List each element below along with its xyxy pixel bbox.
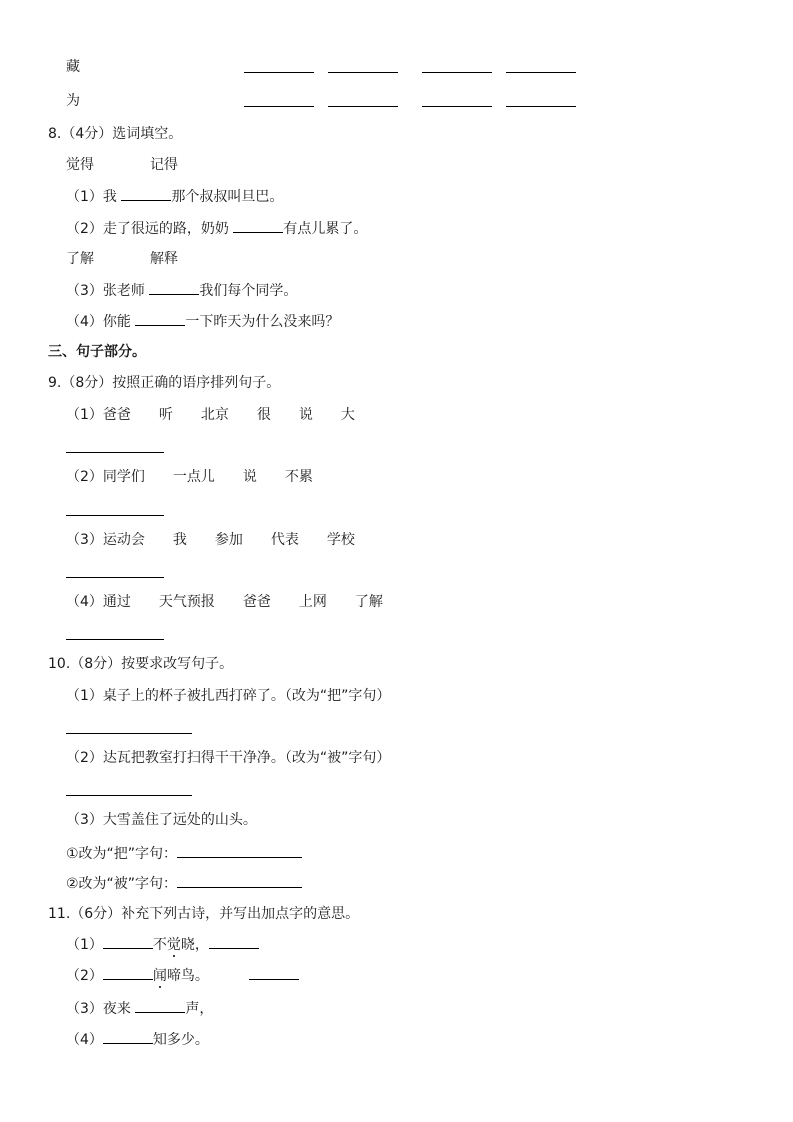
- q9-item-2: （2）同学们 一点儿 说 不累: [66, 469, 313, 485]
- q9-word: 一点儿: [172, 469, 215, 485]
- q9-word: 学校: [326, 532, 355, 548]
- q9-word: 参加: [214, 532, 243, 548]
- q10-ba-blank[interactable]: [177, 843, 302, 858]
- q11-line-1: （1） 不觉晓，: [66, 934, 259, 955]
- q10-sentence-1: （1）桌子上的杯子被扎西打碎了。（改为“把”字句）: [66, 688, 391, 704]
- q9-word: 爸爸: [242, 594, 271, 610]
- q7-blank-wei-4[interactable]: [506, 106, 576, 107]
- q9-word: 了解: [354, 594, 383, 610]
- q11-dotted-char: 闻: [152, 968, 167, 984]
- q11-line-4: （4） 知多少。: [66, 1029, 209, 1050]
- q9-answer-line-3[interactable]: [66, 577, 164, 578]
- section-3-title: 三、句子部分。: [48, 344, 146, 360]
- q9-word: 说: [242, 469, 257, 485]
- q9-answer-line-2[interactable]: [66, 515, 164, 516]
- q9-word: 说: [298, 407, 313, 423]
- q9-word: 同学们: [102, 469, 145, 485]
- q11-line-2: （2） 闻啼鸟。: [66, 965, 299, 986]
- q7-blank-cang-4[interactable]: [506, 72, 576, 73]
- q7-blank-cang-1[interactable]: [244, 72, 314, 73]
- q9-word: 爸爸: [102, 407, 131, 423]
- q9-word: 北京: [200, 407, 229, 423]
- q11-blank-4[interactable]: [103, 1029, 153, 1044]
- q8-word-option: 觉得: [66, 157, 94, 173]
- q9-word: 不累: [284, 469, 313, 485]
- q9-word: 天气预报: [158, 594, 215, 610]
- q11-meaning-blank-2[interactable]: [249, 965, 299, 980]
- q7-blank-wei-2[interactable]: [328, 106, 398, 107]
- q11-blank-1[interactable]: [103, 934, 153, 949]
- q8-blank-3[interactable]: [149, 280, 199, 295]
- q8-sentence-2: （2）走了很远的路，奶奶 有点儿累了。: [66, 218, 367, 239]
- q10-heading: 10.（8分）按要求改写句子。: [48, 656, 234, 672]
- q10-answer-line-2[interactable]: [66, 795, 192, 796]
- q9-heading: 9.（8分）按照正确的语序排列句子。: [48, 375, 281, 391]
- q11-meaning-blank-1[interactable]: [209, 934, 259, 949]
- q9-item-4: （4）通过 天气预报 爸爸 上网 了解: [66, 594, 383, 610]
- q10-sentence-3: （3）大雪盖住了远处的山头。: [66, 812, 257, 828]
- q9-answer-line-4[interactable]: [66, 639, 164, 640]
- q8-word-option: 记得: [150, 157, 178, 173]
- q8-blank-2[interactable]: [233, 218, 283, 233]
- q7-blank-cang-3[interactable]: [422, 72, 492, 73]
- q11-blank-3[interactable]: [135, 998, 185, 1013]
- q10-answer-line-1[interactable]: [66, 733, 192, 734]
- q7-blank-wei-3[interactable]: [422, 106, 492, 107]
- q9-word: 听: [158, 407, 173, 423]
- q8-blank-1[interactable]: [121, 186, 171, 201]
- q9-word: 上网: [298, 594, 327, 610]
- q10-sub-ba: ①改为“把”字句：: [66, 843, 302, 864]
- q9-answer-line-1[interactable]: [66, 452, 164, 453]
- q9-word: 通过: [102, 594, 131, 610]
- q8-sentence-4: （4）你能 一下昨天为什么没来吗？: [66, 311, 339, 332]
- q8-heading: 8.（4分）选词填空。: [48, 126, 183, 142]
- q8-sentence-1: （1）我 那个叔叔叫旦巴。: [66, 186, 283, 207]
- q9-word: 代表: [270, 532, 299, 548]
- q7-blank-cang-2[interactable]: [328, 72, 398, 73]
- q8-word-option: 了解: [66, 251, 94, 267]
- q9-item-3: （3）运动会 我 参加 代表 学校: [66, 532, 355, 548]
- q8-sentence-3: （3）张老师 我们每个同学。: [66, 280, 297, 301]
- q11-heading: 11.（6分）补充下列古诗，并写出加点字的意思。: [48, 906, 360, 922]
- q9-word: 大: [340, 407, 355, 423]
- q9-word: 很: [256, 407, 271, 423]
- q11-line-3: （3）夜来 声，: [66, 998, 213, 1019]
- q9-item-1: （1）爸爸 听 北京 很 说 大: [66, 407, 355, 423]
- q10-sentence-2: （2）达瓦把教室打扫得干干净净。（改为“被”字句）: [66, 750, 391, 766]
- q7-blank-wei-1[interactable]: [244, 106, 314, 107]
- q9-word: 运动会: [102, 532, 145, 548]
- q8-blank-4[interactable]: [135, 311, 185, 326]
- q7-row-label-cang: 藏: [66, 59, 80, 75]
- q9-word: 我: [172, 532, 187, 548]
- q8-word-option: 解释: [150, 251, 178, 267]
- q10-bei-blank[interactable]: [177, 873, 302, 888]
- q10-sub-bei: ②改为“被”字句：: [66, 873, 302, 894]
- q11-blank-2[interactable]: [103, 965, 153, 980]
- q7-row-label-wei: 为: [66, 93, 80, 109]
- q11-dotted-char: 觉: [166, 937, 181, 953]
